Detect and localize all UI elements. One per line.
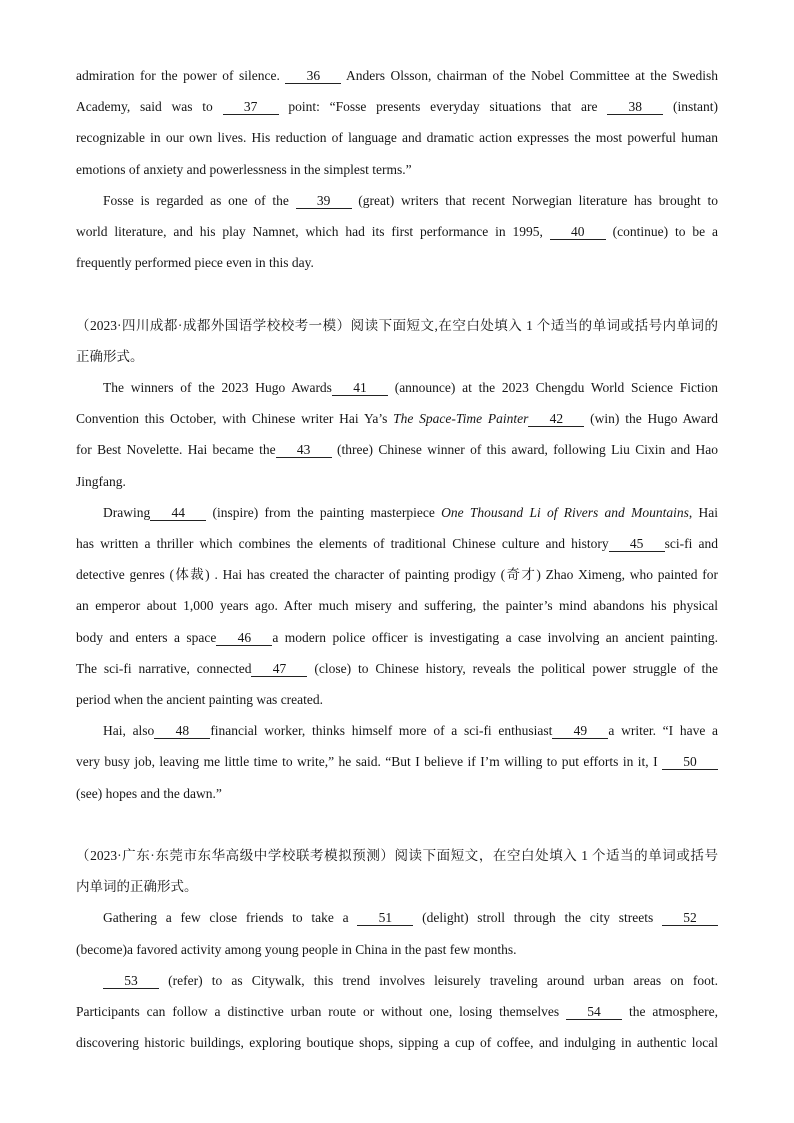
text-run: recognizable in our own lives. His reduction of language and dramatic action expresses the most powerful human	[76, 130, 718, 146]
answer-blank: 42	[528, 412, 584, 427]
text-line	[76, 996, 718, 1027]
answer-blank: 53	[103, 974, 159, 989]
italic-title: The Space-Time Painter	[393, 411, 529, 427]
text-run: , Hai	[688, 504, 718, 520]
text-run: for Best Novelette. Hai became the	[76, 442, 276, 458]
text-run: (refer) to as Citywalk, this trend involves leisurely traveling around urban areas on foot.	[159, 972, 718, 988]
text-run: (close) to Chinese history, reveals the political power struggle of the	[307, 660, 718, 676]
text-line	[76, 622, 718, 653]
italic-title: One Thousand Li of Rivers and Mountains	[441, 504, 689, 520]
answer-blank: 50	[662, 755, 718, 770]
text-line	[76, 965, 718, 996]
text-run: frequently performed piece even in this day.	[76, 255, 314, 271]
passage-paragraph	[76, 902, 718, 964]
text-run: financial worker, thinks himself more of a sci-fi enthusiast	[210, 723, 553, 739]
instruction-heading	[76, 840, 718, 902]
answer-blank: 43	[276, 443, 332, 458]
text-line	[76, 715, 718, 746]
text-run: a writer. “I have a	[608, 723, 718, 739]
text-run: has written a thriller which combines the elements of traditional Chinese culture and history	[76, 536, 609, 552]
text-run: period when the ancient painting was created.	[76, 692, 324, 708]
text-run: detective genres (体裁) . Hai has created the character of painting prodigy (奇才) Zhao Ximeng, who painted for	[76, 567, 718, 583]
text-line	[76, 466, 718, 497]
text-run: Convention this October, with Chinese writer Hai Ya’s	[76, 411, 394, 427]
text-run: Academy, said was to	[76, 99, 223, 115]
text-line	[76, 590, 718, 621]
text-line	[76, 122, 718, 153]
text-run: (see) hopes and the dawn.”	[76, 785, 222, 801]
text-run: a modern police officer is investigating a case involving an ancient painting.	[272, 629, 718, 645]
text-line	[76, 216, 718, 247]
text-run: (win) the Hugo Award	[584, 411, 718, 427]
answer-blank: 51	[357, 911, 413, 926]
text-line	[76, 403, 718, 434]
text-line	[76, 434, 718, 465]
text-line	[76, 528, 718, 559]
text-run: body and enters a space	[76, 629, 217, 645]
answer-blank: 45	[609, 537, 665, 552]
text-run: (continue) to be a	[605, 224, 718, 240]
text-run: discovering historic buildings, exploring boutique shops, sipping a cup of coffee, and indulging in authentic local	[76, 1035, 718, 1051]
text-run: Jingfang.	[76, 473, 126, 489]
text-line	[76, 840, 718, 871]
answer-blank: 54	[566, 1005, 622, 1020]
text-run: sci-fi and	[664, 536, 718, 552]
text-run: an emperor about 1,000 years ago. After much misery and suffering, the painter’s mind abandons his physical	[76, 598, 718, 614]
text-line	[76, 247, 718, 278]
text-run: Anders Olsson, chairman of the Nobel Committee at the Swedish	[341, 68, 718, 83]
answer-blank: 40	[550, 225, 606, 240]
text-run: Gathering a few close friends to take a	[103, 910, 358, 926]
text-line	[76, 1027, 718, 1058]
answer-blank: 46	[216, 631, 272, 646]
text-line	[76, 746, 718, 777]
answer-blank: 49	[552, 724, 608, 739]
answer-blank: 38	[607, 100, 663, 115]
passage-continuation	[76, 60, 718, 185]
text-run: (announce) at the 2023 Chengdu World Science Fiction	[387, 380, 718, 396]
text-run: the atmosphere,	[622, 1004, 718, 1020]
text-run: (delight) stroll through the city streets	[413, 910, 662, 926]
text-line	[76, 185, 718, 216]
instruction-heading	[76, 310, 718, 372]
answer-blank: 41	[332, 381, 388, 396]
text-run: (inspire) from the painting masterpiece	[206, 504, 442, 520]
text-run: （2023·广东·东莞市东华高级中学校联考模拟预测）阅读下面短文，在空白处填入 1 个适当的单词或括号	[76, 848, 718, 864]
text-run: 内单词的正确形式。	[76, 879, 198, 895]
text-run: The sci-fi narrative, connected	[76, 660, 252, 676]
passage-paragraph	[76, 372, 718, 497]
text-line	[76, 60, 718, 91]
text-run: Fosse is regarded as one of the	[103, 192, 296, 208]
text-line	[76, 310, 718, 341]
text-line	[76, 497, 718, 528]
text-run: (become)a favored activity among young people in China in the past few months.	[76, 941, 517, 957]
text-line	[76, 902, 718, 933]
answer-blank: 36	[285, 69, 341, 84]
text-line	[76, 871, 718, 902]
text-line	[76, 154, 718, 185]
text-run: emotions of anxiety and powerlessness in the simplest terms.”	[76, 161, 412, 177]
passage-paragraph	[76, 715, 718, 809]
text-run: world literature, and his play Namnet, which had its first performance in 1995,	[76, 224, 550, 240]
text-run: (great) writers that recent Norwegian literature has brought to	[351, 192, 718, 208]
text-line	[76, 559, 718, 590]
passage-paragraph	[76, 185, 718, 279]
passage-paragraph	[76, 497, 718, 715]
answer-blank: 52	[662, 911, 718, 926]
answer-blank: 39	[296, 194, 352, 209]
text-run: (instant)	[663, 99, 718, 115]
answer-blank: 37	[223, 100, 279, 115]
text-run: （2023·四川成都·成都外国语学校校考一模）阅读下面短文,在空白处填入 1 个适当的单词或括号内单词的	[76, 317, 718, 333]
text-line	[76, 934, 718, 965]
text-run: very busy job, leaving me little time to write,” he said. “But I believe if I’m willing to put efforts in it, I	[76, 754, 662, 770]
passage-paragraph	[76, 965, 718, 1059]
text-run: The winners of the 2023 Hugo Awards	[103, 380, 332, 396]
text-run: (three) Chinese winner of this award, following Liu Cixin and Hao	[331, 442, 718, 458]
text-line	[76, 778, 718, 809]
text-run: 正确形式。	[76, 348, 144, 364]
text-line	[76, 91, 718, 122]
answer-blank: 48	[154, 724, 210, 739]
text-run: Hai, also	[103, 723, 155, 739]
text-run: Participants can follow a distinctive urban route or without one, losing themselves	[76, 1004, 567, 1020]
answer-blank: 47	[251, 662, 307, 677]
answer-blank: 44	[150, 506, 206, 521]
text-line	[76, 684, 718, 715]
text-line	[76, 653, 718, 684]
text-line	[76, 341, 718, 372]
text-line	[76, 372, 718, 403]
text-run: Drawing	[103, 504, 151, 520]
text-run: admiration for the power of silence.	[76, 68, 286, 83]
text-run: point: “Fosse presents everyday situations that are	[278, 99, 608, 115]
